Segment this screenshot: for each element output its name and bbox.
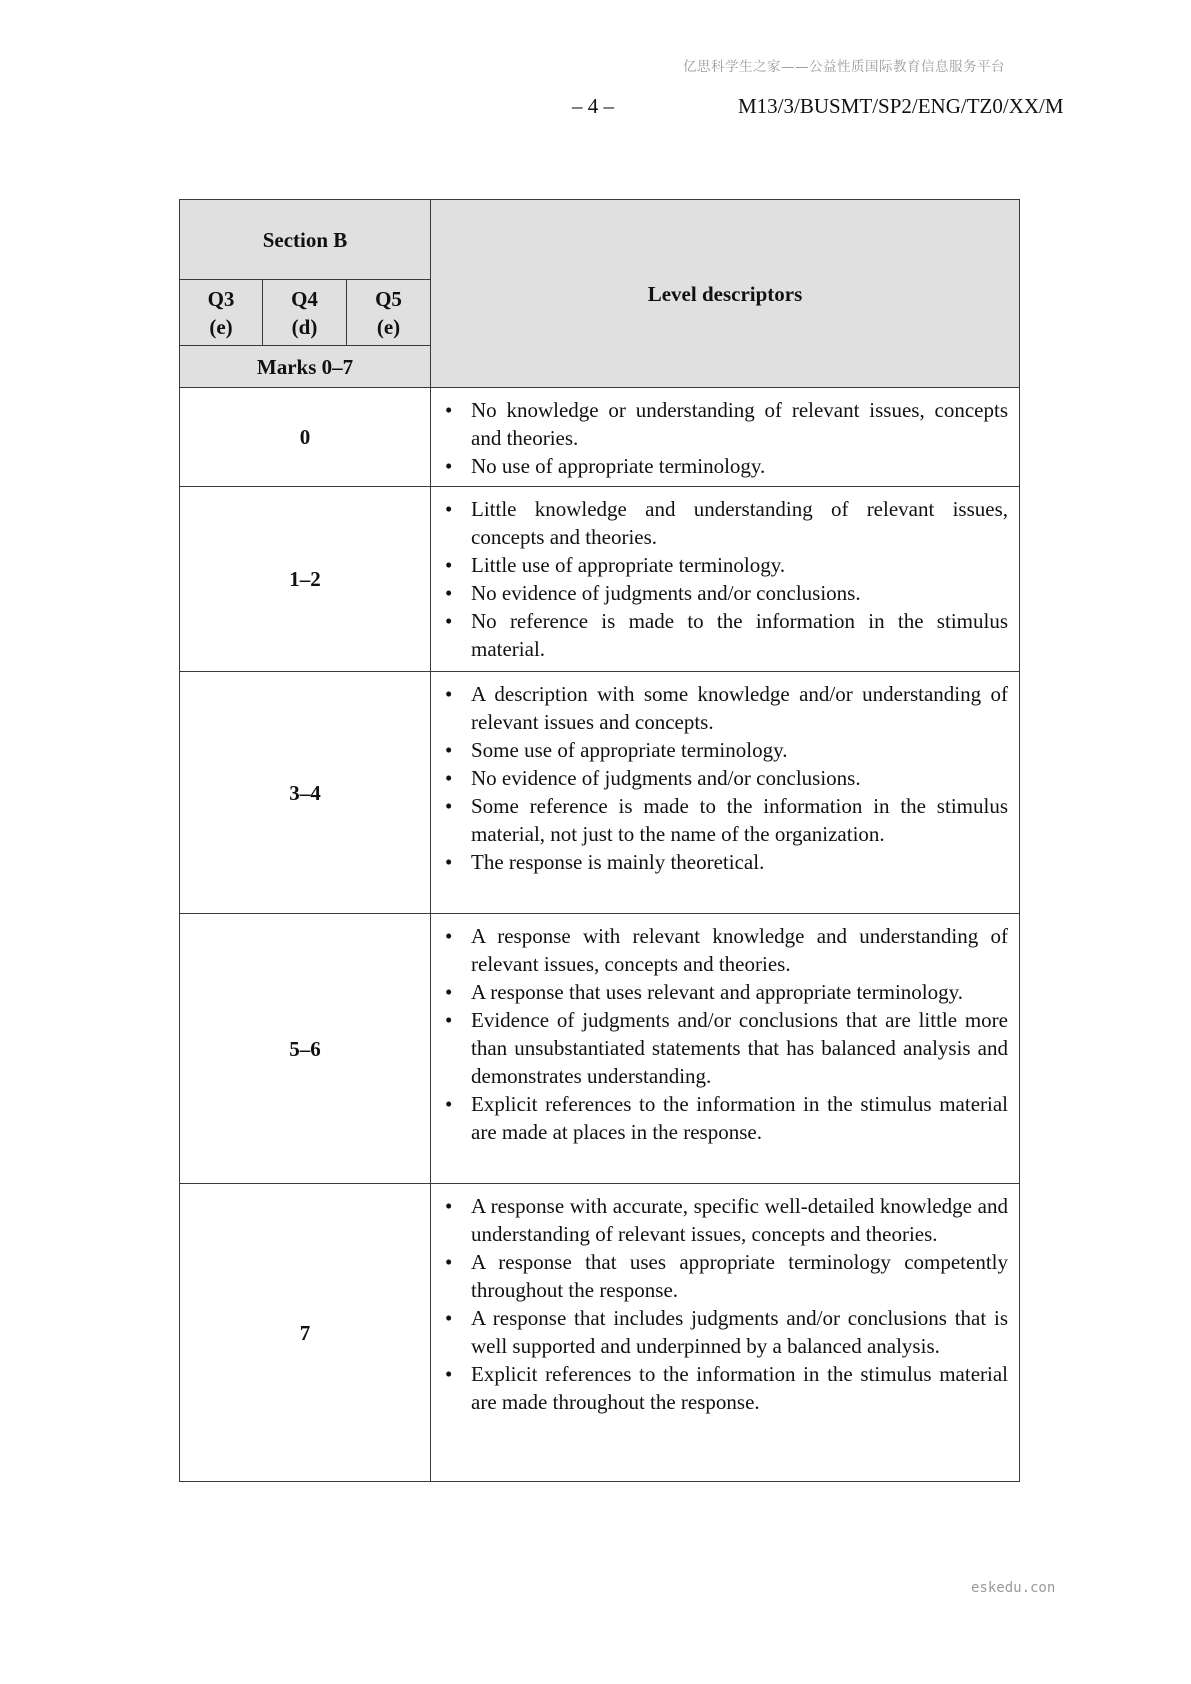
descriptor-item xyxy=(441,680,1008,736)
question-number: Q5 xyxy=(375,286,402,311)
bullet-icon: • xyxy=(445,1306,453,1330)
bottom-watermark: eskedu.con xyxy=(971,1580,1056,1596)
bullet-icon: • xyxy=(445,924,453,948)
descriptor-cell xyxy=(431,1184,1020,1482)
bullet-icon: • xyxy=(445,1092,453,1116)
question-header xyxy=(347,280,431,346)
mark-band: 1–2 xyxy=(180,487,431,672)
question-part: (e) xyxy=(376,314,401,339)
bullet-icon: • xyxy=(445,850,453,874)
bullet-icon: • xyxy=(445,794,453,818)
descriptor-text: No evidence of judgments and/or conclusions. xyxy=(471,766,861,790)
question-part: (e) xyxy=(209,314,233,339)
descriptor-item xyxy=(441,579,1008,607)
document-code: M13/3/BUSMT/SP2/ENG/TZ0/XX/M xyxy=(738,94,1064,118)
bullet-icon: • xyxy=(445,581,453,605)
descriptor-item xyxy=(441,1192,1008,1248)
descriptor-item xyxy=(441,922,1008,978)
bullet-icon: • xyxy=(445,497,453,521)
descriptor-item xyxy=(441,1090,1008,1146)
descriptor-text: Evidence of judgments and/or conclusions that are little more than unsubstantiated statements that has balanced analysis and demonstrates understanding. xyxy=(471,1008,1008,1088)
descriptor-list xyxy=(441,495,1008,663)
bullet-icon: • xyxy=(445,1362,453,1386)
descriptor-item xyxy=(441,764,1008,792)
descriptor-text: Little use of appropriate terminology. xyxy=(471,553,786,577)
table-row xyxy=(180,1184,1020,1482)
page-number: – 4 – xyxy=(572,94,614,118)
bullet-icon: • xyxy=(445,1250,453,1274)
descriptor-cell xyxy=(431,914,1020,1184)
descriptor-item xyxy=(441,848,1008,876)
bullet-icon: • xyxy=(445,398,453,422)
bullet-icon: • xyxy=(445,766,453,790)
bullet-icon: • xyxy=(445,1194,453,1218)
descriptor-item xyxy=(441,396,1008,452)
descriptor-item xyxy=(441,1304,1008,1360)
descriptor-text: A response that uses relevant and appropriate terminology. xyxy=(471,980,963,1004)
descriptor-text: No knowledge or understanding of relevant issues, concepts and theories. xyxy=(471,398,1008,450)
descriptor-item xyxy=(441,1360,1008,1416)
descriptor-text: A description with some knowledge and/or understanding of relevant issues and concepts. xyxy=(471,682,1008,734)
marks-range-heading: Marks 0–7 xyxy=(180,346,431,388)
mark-band: 5–6 xyxy=(180,914,431,1184)
descriptor-text: Explicit references to the information in the stimulus material are made throughout the response. xyxy=(471,1362,1008,1414)
question-number: Q3 xyxy=(207,286,235,311)
descriptor-text: Some use of appropriate terminology. xyxy=(471,738,788,762)
question-header xyxy=(263,280,347,346)
top-watermark: 亿思科学生之家——公益性质国际教育信息服务平台 xyxy=(683,59,1005,75)
descriptor-item xyxy=(441,792,1008,848)
table-row xyxy=(180,914,1020,1184)
descriptor-item xyxy=(441,736,1008,764)
descriptor-text: A response that uses appropriate terminology competently throughout the response. xyxy=(471,1250,1008,1302)
descriptor-text: No use of appropriate terminology. xyxy=(471,454,766,478)
descriptor-text: A response with relevant knowledge and understanding of relevant issues, concepts and theories. xyxy=(471,924,1008,976)
descriptor-item xyxy=(441,1006,1008,1090)
question-number: Q4 xyxy=(291,286,318,311)
descriptor-item xyxy=(441,607,1008,663)
bullet-icon: • xyxy=(445,553,453,577)
descriptor-cell xyxy=(431,487,1020,672)
descriptor-text: No reference is made to the information in the stimulus material. xyxy=(471,609,1008,661)
descriptor-text: The response is mainly theoretical. xyxy=(471,850,765,874)
descriptor-text: Little knowledge and understanding of relevant issues, concepts and theories. xyxy=(471,497,1008,549)
level-descriptors-heading: Level descriptors xyxy=(431,200,1020,388)
bullet-icon: • xyxy=(445,738,453,762)
descriptor-list xyxy=(441,922,1008,1146)
bullet-icon: • xyxy=(445,980,453,1004)
descriptor-item xyxy=(441,1248,1008,1304)
descriptor-text: A response with accurate, specific well-detailed knowledge and understanding of relevant issues, concepts and theories. xyxy=(471,1194,1008,1246)
bullet-icon: • xyxy=(445,1008,453,1032)
table-row xyxy=(180,672,1020,914)
descriptor-item xyxy=(441,978,1008,1006)
descriptor-item xyxy=(441,452,1008,480)
bullet-icon: • xyxy=(445,609,453,633)
mark-band: 3–4 xyxy=(180,672,431,914)
bullet-icon: • xyxy=(445,682,453,706)
table-row xyxy=(180,388,1020,487)
section-heading: Section B xyxy=(180,200,431,280)
bullet-icon: • xyxy=(445,454,453,478)
question-header xyxy=(180,280,263,346)
question-part: (d) xyxy=(291,314,318,339)
descriptor-text: Explicit references to the information in the stimulus material are made at places in the response. xyxy=(471,1092,1008,1144)
descriptor-cell xyxy=(431,672,1020,914)
descriptor-text: No evidence of judgments and/or conclusions. xyxy=(471,581,861,605)
descriptor-text: Some reference is made to the information in the stimulus material, not just to the name of the organization. xyxy=(471,794,1008,846)
descriptor-item xyxy=(441,495,1008,551)
descriptor-cell xyxy=(431,388,1020,487)
descriptor-item xyxy=(441,551,1008,579)
mark-band: 7 xyxy=(180,1184,431,1482)
descriptor-list xyxy=(441,1192,1008,1416)
descriptor-list xyxy=(441,680,1008,876)
descriptor-list xyxy=(441,396,1008,480)
mark-band: 0 xyxy=(180,388,431,487)
table-row xyxy=(180,487,1020,672)
markscheme-table xyxy=(179,199,1020,1482)
descriptor-text: A response that includes judgments and/or conclusions that is well supported and underpinned by a balanced analysis. xyxy=(471,1306,1008,1358)
